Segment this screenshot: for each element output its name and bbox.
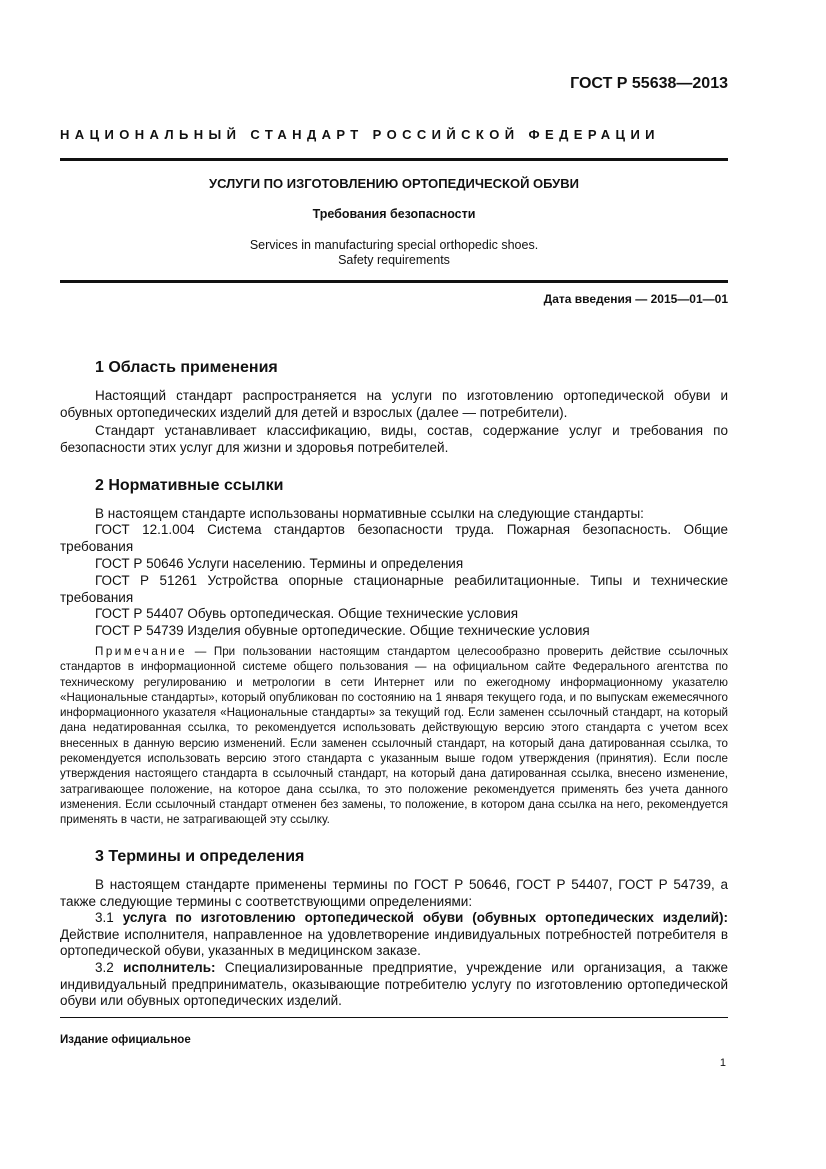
section-1-paragraph-1: Настоящий стандарт распространяется на услуги по изготовлению ортопедической обуви и обувных ортопедических изделий для детей и взрослых (далее — потребители). [60, 388, 728, 420]
term-3-1 [60, 910, 728, 960]
reference-item: ГОСТ Р 54407 Обувь ортопедическая. Общие технические условия [95, 606, 519, 621]
section-2-note [60, 644, 728, 828]
section-2-heading: 2 Нормативные ссылки [95, 477, 284, 494]
page-number: 1 [719, 1057, 726, 1069]
document-code: ГОСТ Р 55638—2013 [570, 75, 728, 92]
introduction-date: Дата введения — 2015—01—01 [543, 292, 728, 306]
footer-divider [60, 1017, 728, 1018]
document-subtitle: Требования безопасности [312, 207, 476, 221]
reference-item: ГОСТ Р 50646 Услуги населению. Термины и определения [95, 556, 464, 571]
term-number: 3.2 [95, 960, 124, 975]
national-standard-heading: НАЦИОНАЛЬНЫЙ СТАНДАРТ РОССИЙСКОЙ ФЕДЕРАЦИИ [60, 127, 660, 142]
term-3-2 [60, 960, 728, 1010]
title-divider [60, 280, 728, 283]
term-definition: Специализированные предприятие, учреждение или организация, а также индивидуальный предприниматель, оказывающие потребителю услугу по изготовлению ортопедической обуви или обувных ортопедических изделий. [60, 960, 728, 1009]
term-number: 3.1 [95, 910, 123, 925]
section-2-intro: В настоящем стандарте использованы нормативные ссылки на следующие стандарты: [95, 506, 644, 521]
top-divider [60, 158, 728, 161]
english-title: Services in manufacturing special orthopedic shoes. [249, 238, 539, 252]
document-title: УСЛУГИ ПО ИЗГОТОВЛЕНИЮ ОРТОПЕДИЧЕСКОЙ ОБУВИ [209, 176, 579, 191]
section-1-heading: 1 Область применения [95, 359, 278, 376]
term-name: услуга по изготовлению ортопедической обуви (обувных ортопедических изделий): [122, 910, 728, 925]
note-label: Примечание [95, 645, 188, 658]
term-definition: Действие исполнителя, направленное на удовлетворение индивидуальных потребностей потребителя в ортопедической обуви, указанных в медицинском заказе. [60, 926, 728, 959]
section-3-heading: 3 Термины и определения [95, 848, 305, 865]
edition-label: Издание официальное [60, 1034, 191, 1046]
reference-item: ГОСТ 12.1.004 Система стандартов безопасности труда. Пожарная безопасность. Общие требования [60, 522, 728, 554]
section-3-intro: В настоящем стандарте применены термины по ГОСТ Р 50646, ГОСТ Р 54407, ГОСТ Р 54739, а также следующие термины с соответствующими определениями: [60, 877, 728, 909]
english-subtitle: Safety requirements [338, 253, 450, 267]
term-name: исполнитель: [123, 960, 216, 975]
reference-item: ГОСТ Р 51261 Устройства опорные стационарные реабилитационные. Типы и технические требования [60, 573, 728, 605]
reference-item: ГОСТ Р 54739 Изделия обувные ортопедические. Общие технические условия [95, 623, 590, 638]
section-1-paragraph-2: Стандарт устанавливает классификацию, виды, состав, содержание услуг и требования по безопасности этих услуг для жизни и здоровья потребителей. [60, 423, 728, 455]
note-text: — При пользовании настоящим стандартом целесообразно проверить действие ссылочных стандартов в информационной системе общего пользования — на официальном сайте Федерального агентства по техническому регулированию и метрологии в сети Интернет или по ежегодному информационному указателю «Национальные стандарты», который опубликован по состоянию на 1 января текущего года, и по выпускам ежемесячного информационного указателя «Национальные стандарты» за текущий год. Если заменен ссылочный стандарт, на который дана недатированная ссылка, то рекомендуется использовать действующую версию этого стандарта с учетом всех внесенных в данную версию изменений. Если заменен ссылочный стандарт, на который дана датированная ссылка, то рекомендуется использовать версию этого стандарта с указанным выше годом утверждения (принятия). Если после утверждения настоящего стандарта в ссылочный стандарт, на который дана датированная ссылка, внесено изменение, затрагивающее положение, на которое дана ссылка, то это положение рекомендуется применять без учета данного изменения. Если ссылочный стандарт отменен без замены, то положение, в котором дана ссылка на него, рекомендуется применять в части, не затрагивающей эту ссылку. [60, 645, 728, 827]
